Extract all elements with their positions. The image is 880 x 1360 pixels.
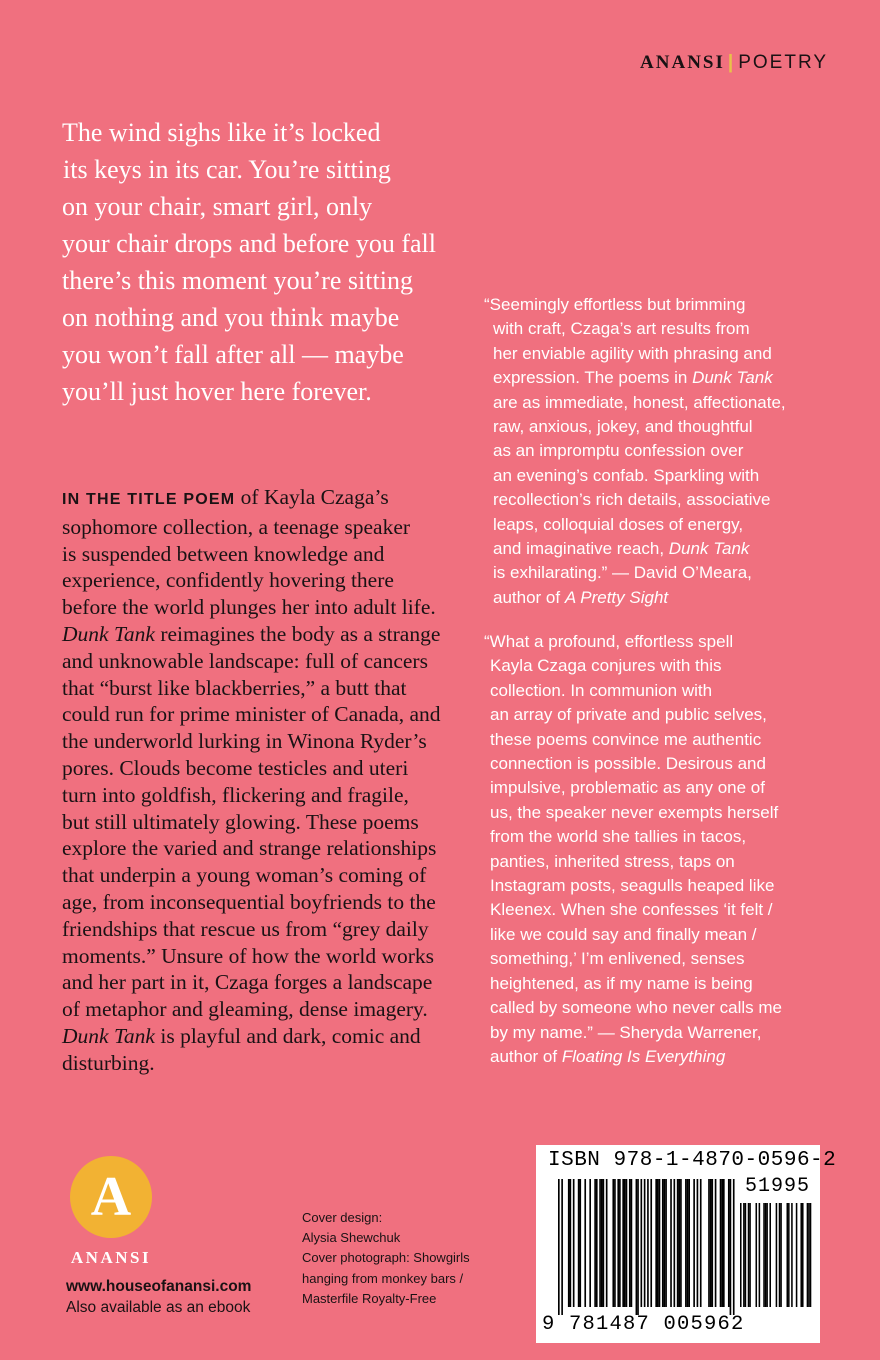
barcode-bar (759, 1203, 761, 1307)
barcode-bar (596, 1179, 598, 1307)
barcode-bar (664, 1179, 666, 1307)
barcode-bar (624, 1179, 626, 1307)
quote-line: Kleenex. When she confesses ‘it felt / (490, 900, 773, 920)
review-quote-warrener (484, 630, 840, 1069)
barcode-bar (733, 1179, 735, 1315)
excerpt-line: The wind sighs like it’s locked (62, 118, 381, 147)
barcode-bar (570, 1179, 572, 1307)
quote-text: expression. The poems in (493, 368, 693, 388)
series-name: POETRY (738, 52, 828, 73)
publisher-name: ANANSI (640, 52, 725, 73)
barcode-bar (720, 1179, 722, 1307)
publisher-contact (66, 1276, 251, 1318)
barcode-bar (787, 1203, 789, 1307)
excerpt-line: on nothing and you think maybe (62, 303, 400, 332)
barcode-bar (780, 1203, 782, 1307)
quote-line: from the world she tallies in tacos, (490, 827, 747, 847)
barcode-bar (749, 1203, 751, 1307)
poem-excerpt (62, 114, 462, 410)
barcode-bar (748, 1203, 750, 1307)
barcode-bar (710, 1179, 712, 1307)
barcode-bar (743, 1203, 745, 1307)
barcode-bar (802, 1203, 804, 1307)
anansi-logo-icon (70, 1156, 152, 1238)
excerpt-line: your chair drops and before you fall (62, 229, 436, 258)
barcode-bar (644, 1179, 646, 1307)
barcode-bar (674, 1179, 676, 1307)
imprint-label (640, 52, 828, 74)
quote-line: are as immediate, honest, affectionate, (493, 392, 786, 412)
credit-line: Cover photograph: Showgirls (302, 1250, 470, 1266)
barcode-bar (728, 1179, 730, 1307)
description-line: and unknowable landscape: full of cancers (62, 648, 428, 673)
barcode-bar (657, 1179, 659, 1307)
barcode-bar (631, 1179, 633, 1307)
description-line: is suspended between knowledge and (62, 541, 385, 566)
quote-line: an evening’s confab. Sparkling with (493, 465, 760, 485)
book-title: Dunk Tank (668, 539, 750, 559)
credit-line: Masterfile Royalty-Free (302, 1290, 437, 1306)
barcode-bar (677, 1179, 679, 1307)
barcode-bar (622, 1179, 624, 1307)
credit-line: Alysia Shewchuk (302, 1230, 401, 1246)
quote-attribution: by my name.” — Sheryda Warrener, (490, 1022, 762, 1042)
barcode-bar (715, 1179, 717, 1307)
barcode-bar (655, 1179, 657, 1307)
barcode-bar (568, 1179, 570, 1307)
quote-line: connection is possible. Desirous and (490, 754, 766, 774)
barcode-bar (788, 1203, 790, 1307)
book-description (62, 484, 477, 1077)
barcode-bar (800, 1203, 802, 1307)
author-book-title: A Pretty Sight (564, 587, 669, 607)
description-line: that “burst like blackberries,” a butt that (62, 675, 407, 700)
quote-line: these poems convince me authentic (490, 729, 762, 749)
barcode-bar (685, 1179, 687, 1307)
barcode-bar (791, 1203, 793, 1307)
book-title: Dunk Tank (62, 1023, 155, 1048)
barcode-digits: 9 781487 005962 (542, 1313, 745, 1336)
barcode-bar (670, 1179, 672, 1307)
book-title: Dunk Tank (62, 621, 155, 646)
barcode-bar (708, 1179, 710, 1307)
barcode-bar (584, 1179, 586, 1307)
description-line: could run for prime minister of Canada, and (62, 702, 441, 727)
barcode-bar (711, 1179, 713, 1307)
logo-letter: A (90, 1166, 132, 1228)
quote-line: something,’ I’m enlivened, senses (490, 949, 745, 969)
barcode-bar (619, 1179, 621, 1307)
barcode-bar (697, 1179, 699, 1307)
barcode-bar (612, 1179, 614, 1307)
barcode-bar (614, 1179, 616, 1307)
description-lead: IN THE TITLE POEM (62, 491, 236, 508)
barcode-bar (578, 1179, 580, 1307)
quote-line: called by someone who never calls me (490, 998, 782, 1018)
barcode-bar (589, 1179, 591, 1307)
excerpt-line: on your chair, smart girl, only (62, 192, 373, 221)
barcode-bar (599, 1179, 601, 1307)
description-line: experience, confidently hovering there (62, 568, 394, 593)
barcode-bar (769, 1203, 771, 1307)
barcode-bar (579, 1179, 581, 1307)
barcode-bar (594, 1179, 596, 1307)
quote-line: recollection’s rich details, associative (493, 490, 771, 510)
quote-text: and imaginative reach, (493, 539, 669, 559)
review-quote-omeara (484, 293, 834, 610)
publisher-website: www.houseofanansi.com (66, 1278, 252, 1295)
description-text: reimagines the body as a strange (154, 621, 441, 646)
barcode-bar (693, 1179, 695, 1307)
quote-line: us, the speaker never exempts herself (490, 802, 779, 822)
credit-line: hanging from monkey bars / (302, 1270, 464, 1286)
description-text: is playful and dark, comic and (154, 1023, 421, 1048)
quote-attribution: is exhilarating.” — David O’Meara, (493, 563, 752, 583)
quote-line: like we could say and finally mean / (490, 924, 757, 944)
quote-text: author of (490, 1046, 562, 1066)
barcode-bar (629, 1179, 631, 1307)
excerpt-line: you won’t fall after all — maybe (62, 340, 404, 369)
barcode-bar (662, 1179, 664, 1307)
description-line: and her part in it, Czaga forges a landscape (62, 970, 433, 995)
barcode-bar (796, 1203, 798, 1307)
barcode-bar (807, 1203, 809, 1307)
quote-line: collection. In communion with (490, 680, 713, 700)
description-line: age, from inconsequential boyfriends to the (62, 889, 436, 914)
barcode-bar (626, 1179, 628, 1307)
book-title: Dunk Tank (692, 368, 773, 388)
barcode-bar (763, 1203, 765, 1307)
barcode-bar (606, 1179, 608, 1307)
description-line: of metaphor and gleaming, dense imagery. (62, 997, 428, 1022)
quote-line: Kayla Czaga conjures with this (490, 656, 722, 676)
barcode-bar (808, 1203, 810, 1307)
isbn-label: ISBN 978-1-4870-0596-2 (548, 1149, 837, 1172)
barcode-bar (740, 1203, 742, 1307)
description-line: explore the varied and strange relationships (62, 836, 437, 861)
author-book-title: Floating Is Everything (561, 1046, 726, 1066)
quote-line: panties, inherited stress, taps on (490, 851, 735, 871)
quote-line: “Seemingly effortless but brimming (484, 295, 746, 314)
description-line: that underpin a young woman’s coming of (62, 863, 427, 888)
barcode-bar (647, 1179, 649, 1307)
quote-text: author of (493, 587, 565, 607)
barcode-bar (687, 1179, 689, 1307)
barcode-bar (558, 1179, 560, 1315)
barcode-bar (678, 1179, 680, 1307)
quote-line: heightened, as if my name is being (490, 973, 753, 993)
logo-wordmark: ANANSI (70, 1248, 152, 1267)
quote-line: “What a profound, effortless spell (484, 632, 734, 651)
barcode-bar (688, 1179, 690, 1307)
ebook-note: Also available as an ebook (66, 1299, 251, 1316)
quote-line: with craft, Czaga’s art results from (493, 319, 750, 339)
quote-line: impulsive, problematic as any one of (490, 778, 765, 798)
description-line: moments.” Unsure of how the world works (62, 943, 435, 968)
barcode-bar (561, 1179, 563, 1315)
barcode-bar (766, 1203, 768, 1307)
barcode-bar (650, 1179, 652, 1307)
quote-line: Instagram posts, seagulls heaped like (490, 876, 775, 896)
description-line: sophomore collection, a teenage speaker (62, 514, 411, 539)
isbn-barcode (536, 1145, 837, 1343)
barcode-bar (665, 1179, 667, 1307)
barcode-bar (730, 1179, 732, 1315)
quote-line: leaps, colloquial doses of energy, (493, 514, 744, 534)
price-code: 51995 (744, 1175, 810, 1198)
description-line: pores. Clouds become testicles and uteri (62, 755, 409, 780)
excerpt-line: there’s this moment you’re sitting (62, 266, 413, 295)
barcode-bar (659, 1179, 661, 1307)
imprint-divider: | (727, 52, 736, 73)
barcode-bar (756, 1203, 758, 1307)
description-line: but still ultimately glowing. These poems (62, 809, 419, 834)
barcode-bar (603, 1179, 605, 1307)
barcode-bar (776, 1203, 778, 1307)
barcode-bar (601, 1179, 603, 1307)
quote-line: an array of private and public selves, (490, 705, 767, 725)
barcode-bar (723, 1179, 725, 1307)
barcode-bar (637, 1179, 639, 1315)
quote-line: as an impromptu confession over (493, 441, 744, 461)
quote-line: her enviable agility with phrasing and (493, 343, 772, 363)
quote-line: raw, anxious, jokey, and thoughtful (493, 417, 753, 437)
description-line: before the world plunges her into adult life. (62, 595, 436, 620)
description-line: the underworld lurking in Winona Ryder’s (62, 729, 427, 754)
barcode-bar (641, 1179, 643, 1307)
barcode-bar (617, 1179, 619, 1307)
barcode-bar (636, 1179, 638, 1315)
barcode-bar (810, 1203, 812, 1307)
cover-credits (302, 1208, 470, 1309)
barcode-bar (721, 1179, 723, 1307)
description-line: friendships that rescue us from “grey daily (62, 916, 429, 941)
excerpt-line: its keys in its car. You’re sitting (63, 155, 391, 184)
description-text: of Kayla Czaga’s (235, 485, 389, 509)
barcode-bar (680, 1179, 682, 1307)
barcode-bar (700, 1179, 702, 1307)
barcode-bar (573, 1179, 575, 1307)
barcode-bar (779, 1203, 781, 1307)
description-line: disturbing. (62, 1050, 155, 1075)
barcode-bar (745, 1203, 747, 1307)
description-line: turn into goldfish, flickering and fragile, (62, 782, 409, 807)
excerpt-line: you’ll just hover here forever. (62, 377, 372, 406)
barcode-bar (765, 1203, 767, 1307)
credit-line: Cover design: (302, 1210, 383, 1225)
